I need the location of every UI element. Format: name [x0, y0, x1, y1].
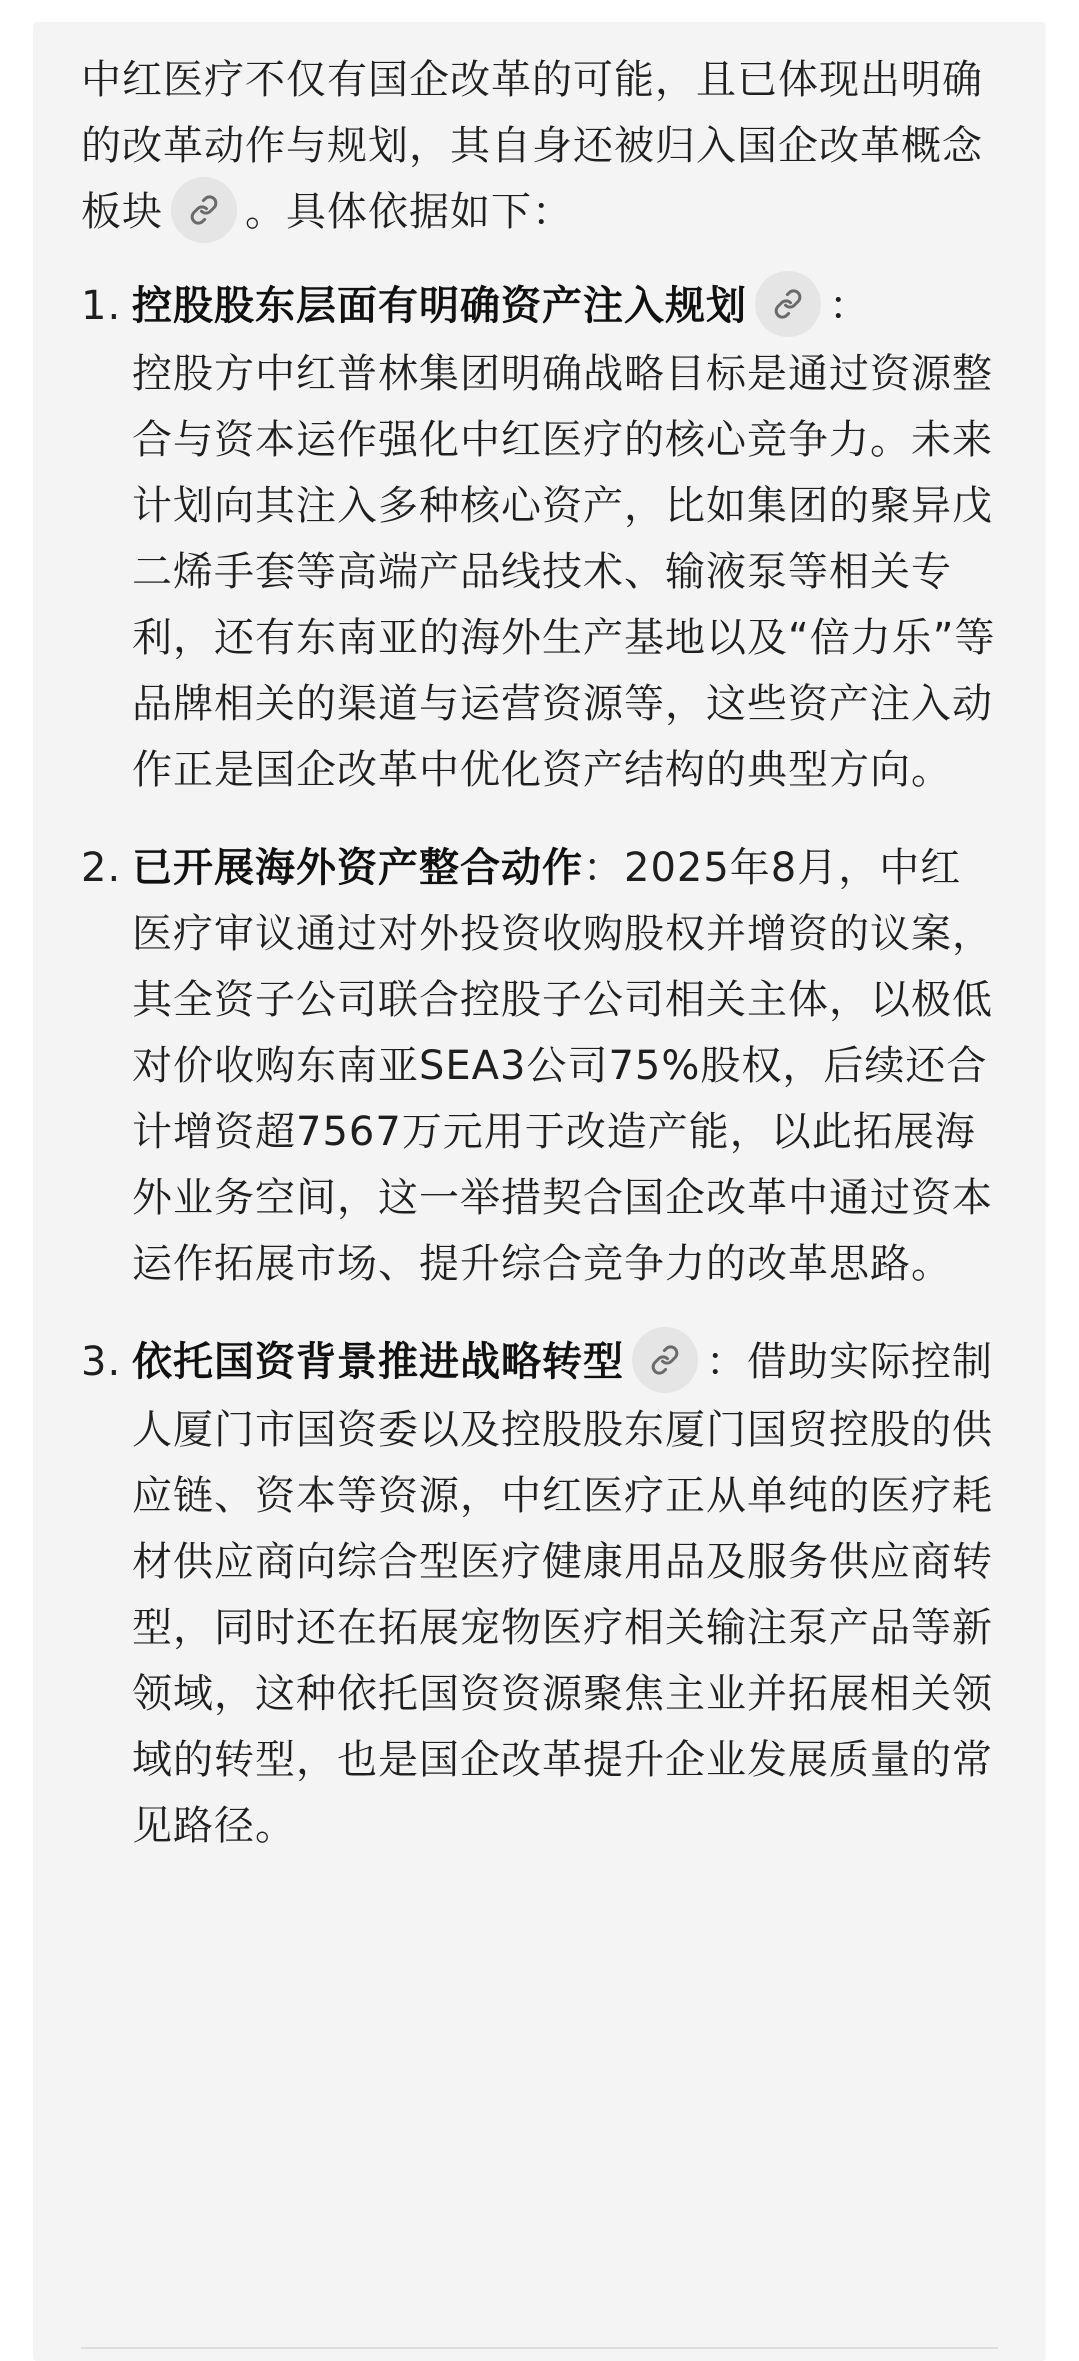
intro-paragraph: [81, 47, 998, 247]
intro-tail-text: 。具体依据如下：: [245, 189, 573, 235]
answer-card: [33, 22, 1046, 2361]
list-item-heading: 依托国资背景推进战略转型: [132, 1339, 624, 1385]
list-item-separator: ：: [706, 1339, 747, 1385]
link-icon: [773, 289, 803, 319]
list-item-number: 2.: [81, 845, 122, 891]
link-icon: [650, 1345, 680, 1375]
source-link-button[interactable]: [755, 271, 821, 337]
list-item-body: 控股方中红普林集团明确战略目标是通过资源整合与资本运作强化中红医疗的核心竞争力。未来计划向其注入多种核心资产，比如集团的聚异戊二烯手套等高端产品线技术、输液泵等相关专利，还有东南亚的海外生产基地以及“倍力乐”等品牌相关的渠道与运营资源等，这些资产注入动作正是国企改革中优化资产结构的典型方向。: [132, 351, 996, 793]
intro-text: 中红医疗不仅有国企改革的可能，且已体现出明确的改革动作与规划，其自身还被归入国企改革概念板块: [81, 57, 983, 235]
source-link-button[interactable]: [632, 1327, 698, 1393]
list-item-separator: ：: [829, 283, 870, 329]
list-item-separator: ：: [583, 845, 624, 891]
list-item-number: 1.: [81, 283, 122, 329]
list-item: [81, 273, 998, 803]
list-item-body: 2025年8月，中红医疗审议通过对外投资收购股权并增资的议案，其全资子公司联合控股子公司相关主体，以极低对价收购东南亚SEA3公司75%股权，后续还合计增资超7567万元用于改造产能，以此拓展海外业务空间，这一举措契合国企改革中通过资本运作拓展市场、提升综合竞争力的改革思路。: [132, 845, 993, 1287]
list-item-heading: 控股股东层面有明确资产注入规划: [132, 283, 747, 329]
list-item-number: 3.: [81, 1339, 122, 1385]
list-item-body: 借助实际控制人厦门市国资委以及控股股东厦门国贸控股的供应链、资本等资源，中红医疗正从单纯的医疗耗材供应商向综合型医疗健康用品及服务供应商转型，同时还在拓展宠物医疗相关输注泵产品等新领域，这种依托国资资源聚焦主业并拓展相关领域的转型，也是国企改革提升企业发展质量的常见路径。: [132, 1339, 993, 1849]
source-link-button[interactable]: [171, 177, 237, 243]
list-item: [81, 835, 998, 1297]
list-item-heading: 已开展海外资产整合动作: [132, 845, 583, 891]
link-icon: [189, 195, 219, 225]
list-item: [81, 1329, 998, 1859]
divider: [81, 2347, 998, 2349]
reason-list: [81, 273, 998, 1859]
